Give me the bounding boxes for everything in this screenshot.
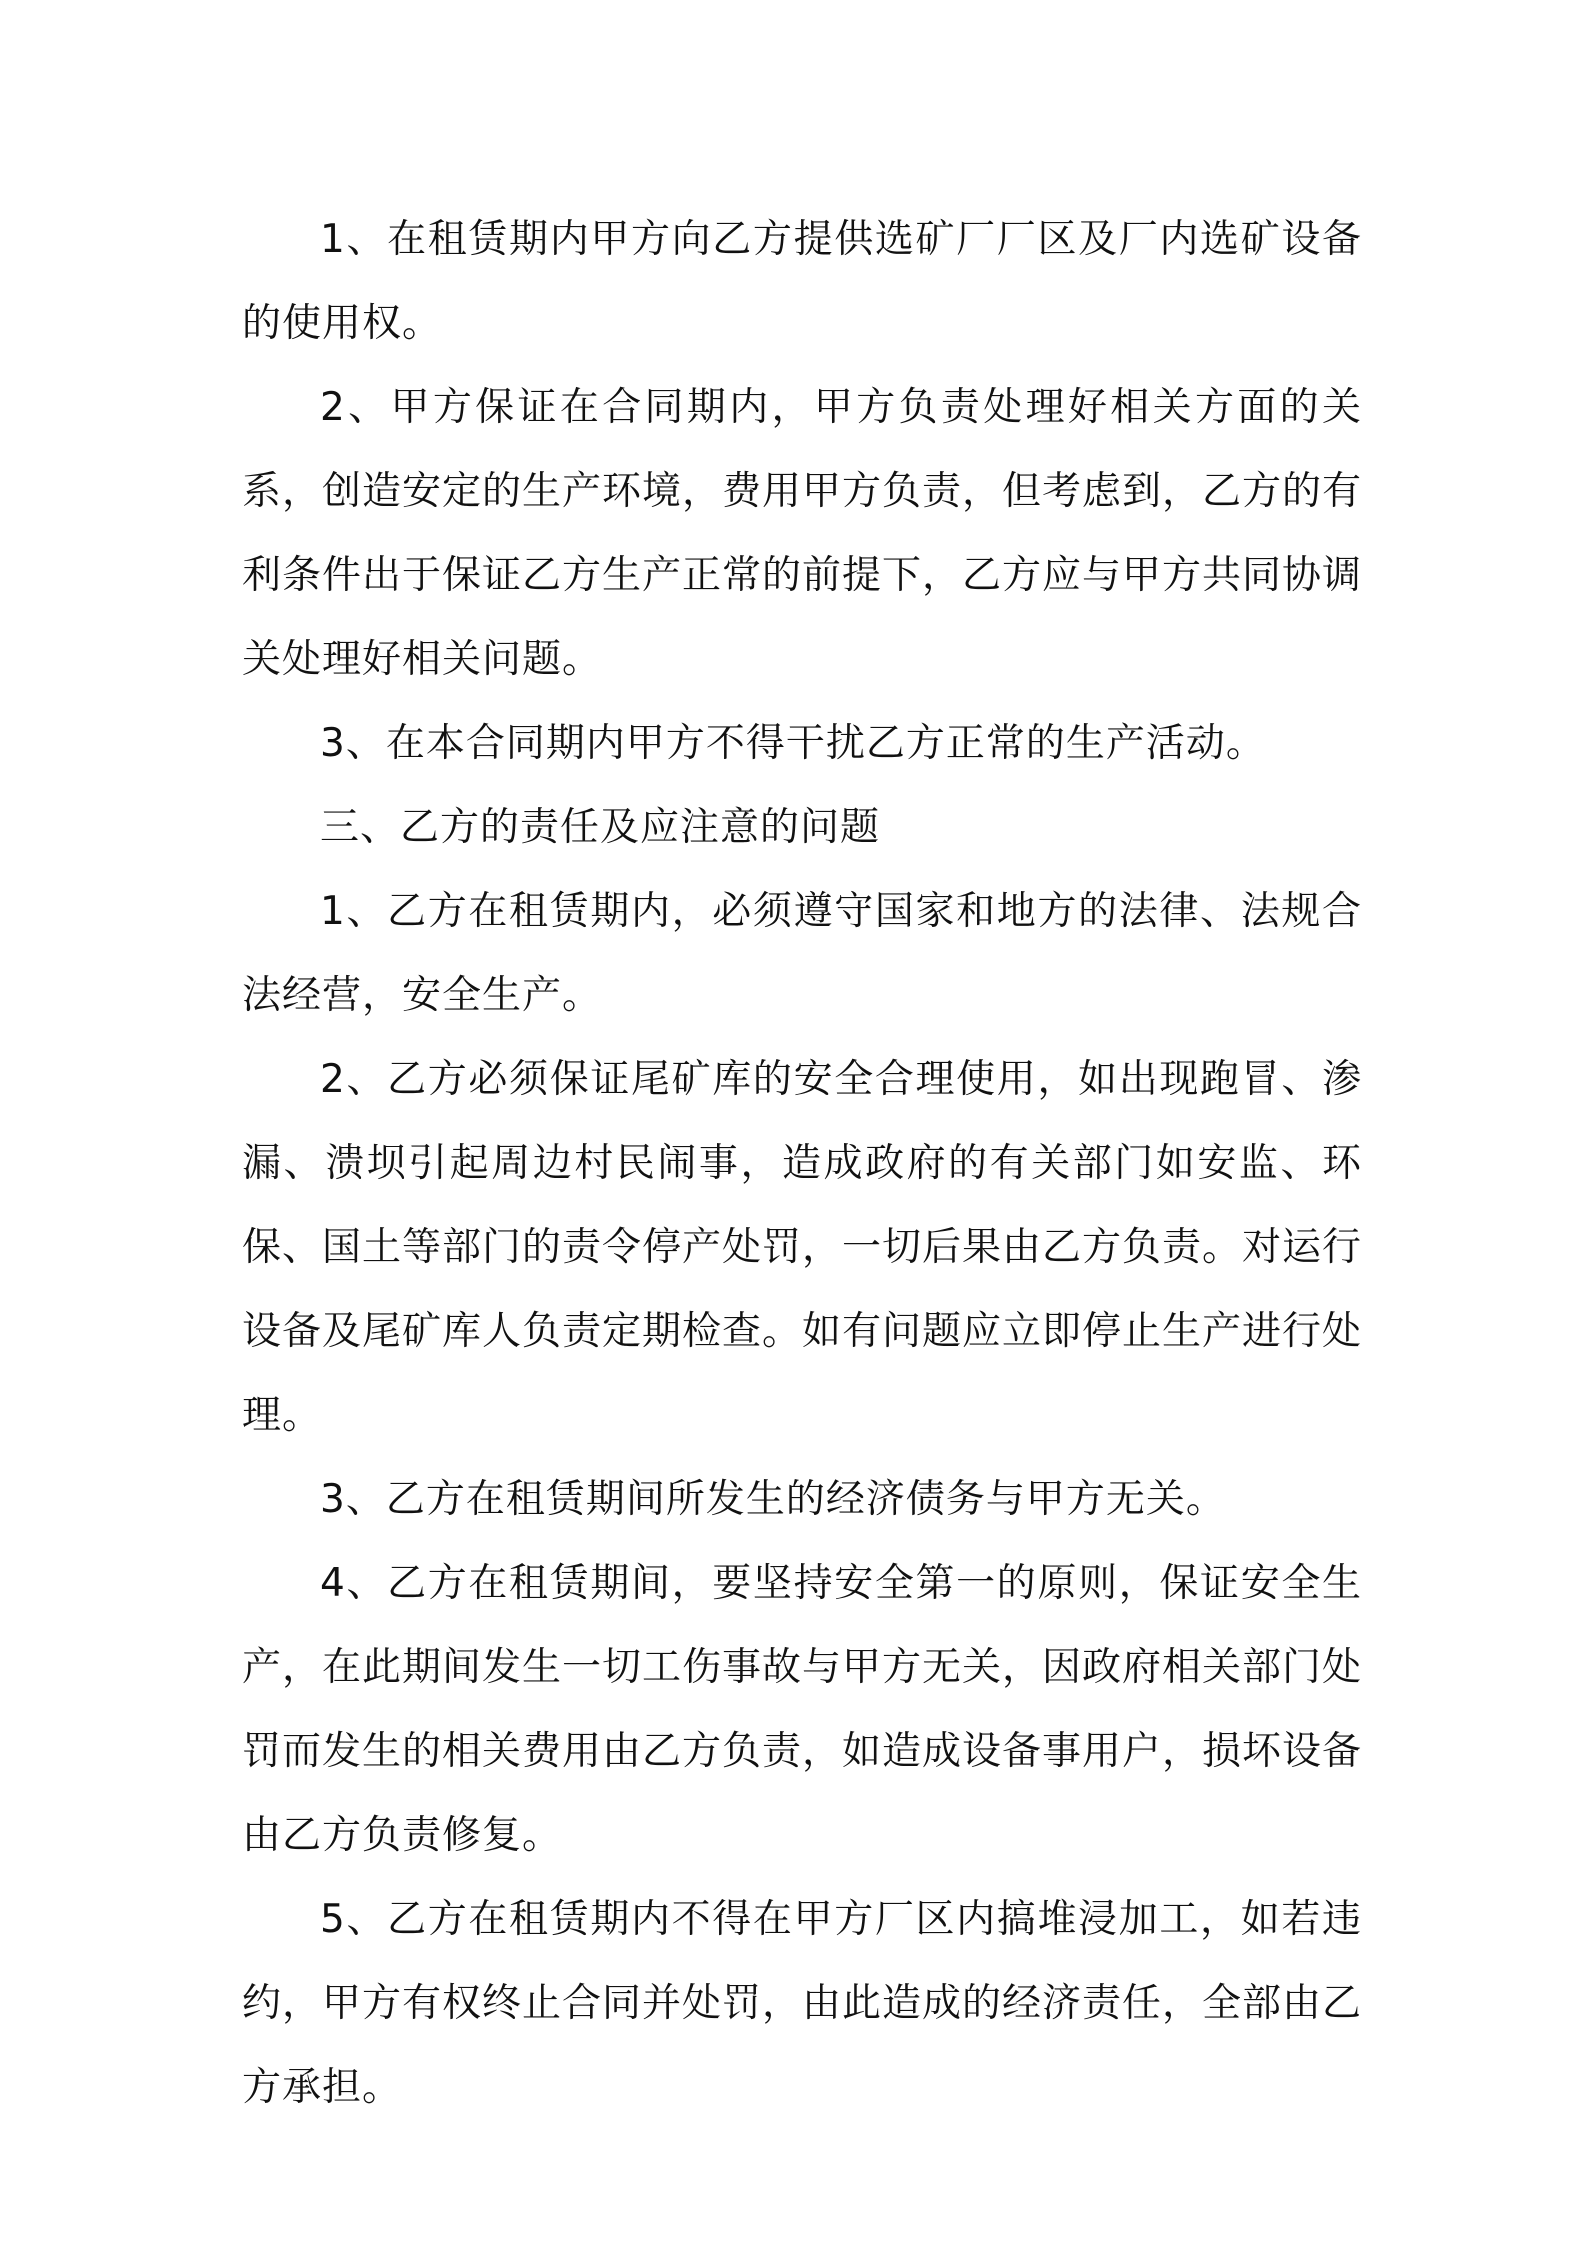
paragraph-lessee-duty-3: 3、乙方在租赁期间所发生的经济债务与甲方无关。 [320,1477,1226,1522]
document-body [242,198,1362,2130]
paragraph-lessee-duty-5: 5、乙方在租赁期内不得在甲方厂区内搞堆浸加工，如若违约，甲方有权终止合同并处罚，由此造成的经济责任，全部由乙方承担。 [242,1897,1363,2110]
section-heading-lessee-duties: 三、乙方的责任及应注意的问题 [320,805,881,850]
paragraph-lessee-duty-4: 4、乙方在租赁期间，要坚持安全第一的原则，保证安全生产，在此期间发生一切工伤事故与甲方无关，因政府相关部门处罚而发生的相关费用由乙方负责，如造成设备事用户，损坏设备由乙方负责修复。 [242,1561,1363,1858]
paragraph-lessor-duty-3: 3、在本合同期内甲方不得干扰乙方正常的生产活动。 [320,721,1266,766]
paragraph-lessor-duty-2: 2、甲方保证在合同期内，甲方负责处理好相关方面的关系，创造安定的生产环境，费用甲方负责，但考虑到，乙方的有利条件出于保证乙方生产正常的前提下，乙方应与甲方共同协调关处理好相关问题。 [242,385,1363,682]
paragraph-lessee-duty-2: 2、乙方必须保证尾矿库的安全合理使用，如出现跑冒、渗漏、溃坝引起周边村民闹事，造成政府的有关部门如安监、环保、国土等部门的责令停产处罚，一切后果由乙方负责。对运行设备及尾矿库人负责定期检查。如有问题应立即停止生产进行处理。 [242,1057,1363,1438]
paragraph-lessor-duty-1: 1、在租赁期内甲方向乙方提供选矿厂厂区及厂内选矿设备的使用权。 [242,217,1362,346]
paragraph-lessee-duty-1: 1、乙方在租赁期内，必须遵守国家和地方的法律、法规合法经营，安全生产。 [242,889,1362,1018]
